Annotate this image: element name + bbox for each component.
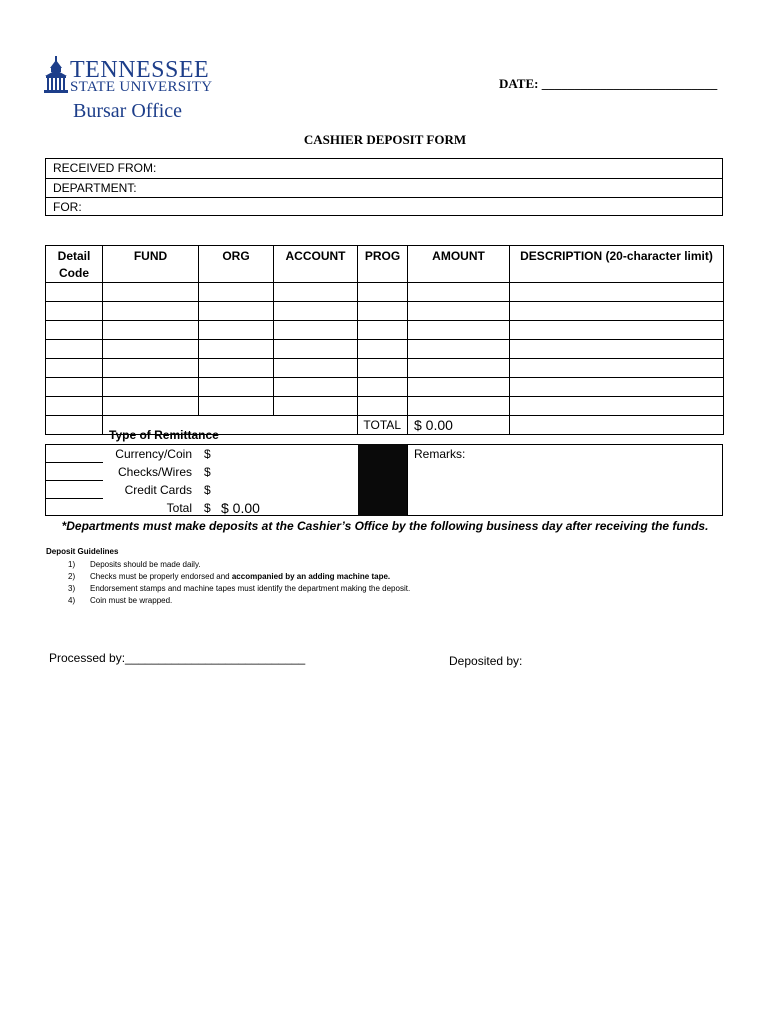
processed-by-field[interactable]: Processed by:___________________________ bbox=[49, 651, 306, 665]
table-cell[interactable] bbox=[103, 340, 199, 359]
list-text: Endorsement stamps and machine tapes must identify the department making the deposit. bbox=[90, 584, 411, 593]
table-cell[interactable] bbox=[510, 321, 724, 340]
list-number: 2) bbox=[68, 572, 76, 581]
table-row bbox=[46, 340, 724, 359]
table-cell[interactable] bbox=[408, 378, 510, 397]
table-row bbox=[46, 283, 724, 302]
for-field[interactable]: FOR: bbox=[46, 197, 722, 216]
column-header-amount: AMOUNT bbox=[408, 246, 510, 283]
column-header-account: ACCOUNT bbox=[274, 246, 358, 283]
column-header-prog: PROG bbox=[358, 246, 408, 283]
remittance-code-column bbox=[45, 444, 103, 516]
column-header-description: DESCRIPTION (20-character limit) bbox=[510, 246, 724, 283]
table-row bbox=[46, 359, 724, 378]
remittance-label: Total bbox=[166, 501, 192, 515]
table-cell[interactable] bbox=[358, 283, 408, 302]
table-cell[interactable] bbox=[103, 397, 199, 416]
table-cell[interactable] bbox=[103, 302, 199, 321]
table-cell[interactable] bbox=[358, 359, 408, 378]
table-cell[interactable] bbox=[199, 340, 274, 359]
table-cell[interactable] bbox=[510, 302, 724, 321]
table-cell[interactable] bbox=[199, 302, 274, 321]
table-row bbox=[46, 321, 724, 340]
remittance-code-cell[interactable] bbox=[46, 445, 103, 463]
table-cell[interactable] bbox=[510, 378, 724, 397]
table-cell[interactable] bbox=[274, 397, 358, 416]
remittance-row-total bbox=[103, 499, 358, 517]
table-cell[interactable] bbox=[510, 283, 724, 302]
table-cell[interactable] bbox=[358, 340, 408, 359]
logo-university-subname: STATE UNIVERSITY bbox=[70, 79, 213, 95]
table-cell[interactable] bbox=[274, 302, 358, 321]
remittance-row-checks[interactable] bbox=[103, 463, 358, 481]
table-cell[interactable] bbox=[199, 283, 274, 302]
remittance-label: Currency/Coin bbox=[115, 447, 192, 461]
table-cell[interactable] bbox=[274, 359, 358, 378]
table-cell[interactable] bbox=[46, 302, 103, 321]
remittance-code-cell[interactable] bbox=[46, 499, 103, 517]
dollar-sign: $ bbox=[204, 483, 211, 497]
list-number: 4) bbox=[68, 596, 76, 605]
remittance-label: Credit Cards bbox=[124, 483, 192, 497]
deposit-detail-table bbox=[45, 245, 724, 435]
table-cell[interactable] bbox=[510, 359, 724, 378]
total-amount: $ 0.00 bbox=[408, 416, 510, 435]
table-cell[interactable] bbox=[274, 378, 358, 397]
table-cell[interactable] bbox=[103, 283, 199, 302]
table-cell[interactable] bbox=[46, 359, 103, 378]
date-field[interactable]: DATE: ___________________________ bbox=[499, 76, 718, 91]
table-cell[interactable] bbox=[199, 359, 274, 378]
remittance-title: Type of Remittance bbox=[109, 428, 219, 442]
table-cell[interactable] bbox=[510, 340, 724, 359]
table-cell[interactable] bbox=[274, 321, 358, 340]
table-cell[interactable] bbox=[408, 340, 510, 359]
table-cell[interactable] bbox=[103, 378, 199, 397]
table-cell[interactable] bbox=[103, 321, 199, 340]
table-row bbox=[46, 397, 724, 416]
remittance-label: Checks/Wires bbox=[117, 465, 192, 479]
department-field[interactable]: DEPARTMENT: bbox=[46, 178, 722, 197]
dollar-sign: $ bbox=[204, 501, 211, 515]
table-row bbox=[46, 302, 724, 321]
deposit-deadline-notice: *Departments must make deposits at the Cashier’s Office by the following business day after receiving the funds. bbox=[61, 519, 709, 533]
dollar-sign: $ bbox=[204, 447, 211, 461]
table-cell[interactable] bbox=[199, 397, 274, 416]
university-logo-icon bbox=[44, 56, 70, 94]
total-label: TOTAL bbox=[358, 416, 408, 435]
remittance-row-credit-cards[interactable] bbox=[103, 481, 358, 499]
table-cell bbox=[46, 416, 103, 435]
logo-office-name: Bursar Office bbox=[73, 100, 183, 122]
table-cell[interactable] bbox=[358, 378, 408, 397]
form-title: CASHIER DEPOSIT FORM bbox=[303, 132, 467, 147]
list-number: 1) bbox=[68, 560, 76, 569]
table-cell[interactable] bbox=[358, 321, 408, 340]
table-cell[interactable] bbox=[199, 378, 274, 397]
table-cell[interactable] bbox=[46, 397, 103, 416]
received-from-field[interactable]: RECEIVED FROM: bbox=[53, 161, 157, 175]
table-cell[interactable] bbox=[274, 340, 358, 359]
table-cell[interactable] bbox=[46, 321, 103, 340]
remittance-row-currency[interactable] bbox=[103, 445, 358, 463]
table-cell[interactable] bbox=[358, 397, 408, 416]
deposited-by-field[interactable]: Deposited by: bbox=[449, 654, 523, 668]
redacted-block bbox=[358, 444, 407, 516]
column-header-fund: FUND bbox=[103, 246, 199, 283]
remittance-code-cell[interactable] bbox=[46, 481, 103, 499]
logo-university-name: TENNESSEE bbox=[70, 57, 210, 83]
guidelines-title: Deposit Guidelines bbox=[46, 547, 119, 556]
remittance-total-amount: $ 0.00 bbox=[221, 500, 260, 516]
column-header-detail-code: Detail Code bbox=[46, 246, 103, 283]
remittance-list bbox=[103, 444, 358, 516]
table-cell bbox=[510, 416, 724, 435]
table-cell[interactable] bbox=[408, 283, 510, 302]
dollar-sign: $ bbox=[204, 465, 211, 479]
table-row bbox=[46, 378, 724, 397]
table-header-row bbox=[46, 246, 724, 283]
column-header-org: ORG bbox=[199, 246, 274, 283]
table-cell[interactable] bbox=[358, 302, 408, 321]
table-cell[interactable] bbox=[408, 397, 510, 416]
table-cell[interactable] bbox=[103, 359, 199, 378]
table-cell[interactable] bbox=[46, 283, 103, 302]
list-text: Checks must be properly endorsed and accompanied by an adding machine tape. bbox=[90, 572, 391, 581]
received-info-box bbox=[45, 158, 723, 216]
list-number: 3) bbox=[68, 584, 76, 593]
remittance-code-cell[interactable] bbox=[46, 463, 103, 481]
table-cell[interactable] bbox=[199, 321, 274, 340]
remarks-label: Remarks: bbox=[414, 447, 466, 461]
list-text: Coin must be wrapped. bbox=[90, 596, 173, 605]
table-cell[interactable] bbox=[274, 283, 358, 302]
table-cell[interactable] bbox=[46, 378, 103, 397]
table-cell[interactable] bbox=[408, 359, 510, 378]
list-text: Deposits should be made daily. bbox=[90, 560, 201, 569]
table-cell[interactable] bbox=[510, 397, 724, 416]
table-cell[interactable] bbox=[46, 340, 103, 359]
table-cell[interactable] bbox=[408, 302, 510, 321]
table-cell[interactable] bbox=[408, 321, 510, 340]
